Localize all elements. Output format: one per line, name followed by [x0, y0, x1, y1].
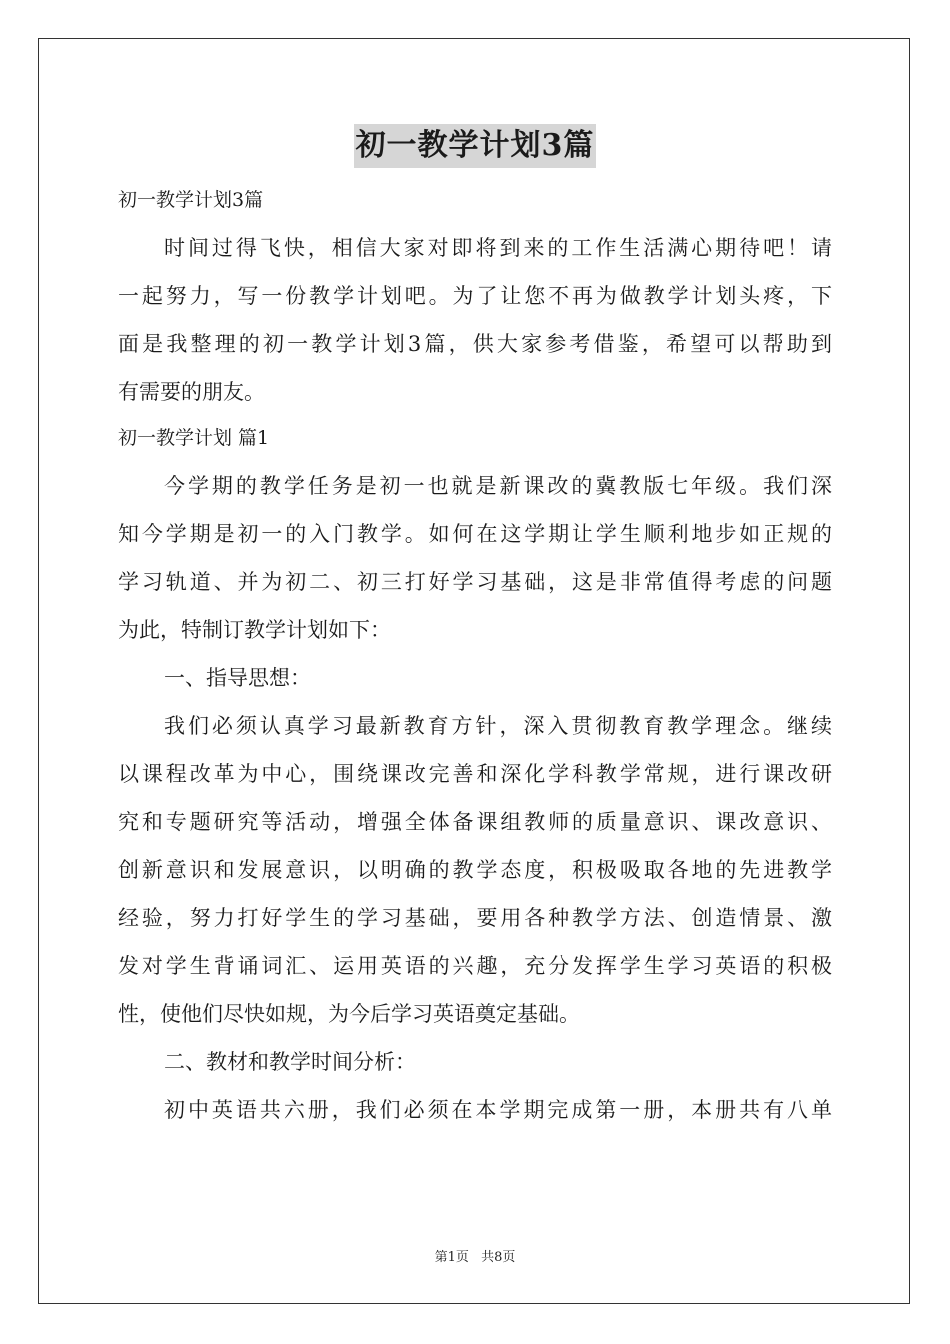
- paragraph-line: 创新意识和发展意识，以明确的教学态度，积极吸取各地的先进教学: [118, 858, 832, 882]
- section1-paragraph: [118, 462, 832, 654]
- subheading-guiding-ideas: 一、指导思想：: [164, 666, 311, 690]
- paragraph-line: 以课程改革为中心，围绕课改完善和深化学科教学常规，进行课改研: [118, 762, 832, 786]
- paragraph-line: 面是我整理的初一教学计划3篇，供大家参考借鉴，希望可以帮助到: [118, 332, 832, 356]
- paragraph-line: 一起努力，写一份教学计划吧。为了让您不再为做教学计划头疼，下: [118, 284, 832, 308]
- paragraph-line: 有需要的朋友。: [118, 380, 265, 404]
- paragraph-line: 究和专题研究等活动，增强全体备课组教师的质量意识、课改意识、: [118, 810, 832, 834]
- paragraph-line: 我们必须认真学习最新教育方针，深入贯彻教育教学理念。继续: [164, 714, 832, 738]
- paragraph-line: 学习轨道、并为初二、初三打好学习基础，这是非常值得考虑的问题: [118, 570, 832, 594]
- subheading-materials: 二、教材和教学时间分析：: [164, 1050, 416, 1074]
- document-subtitle: 初一教学计划3篇: [118, 189, 264, 211]
- paragraph-line: 时间过得飞快，相信大家对即将到来的工作生活满心期待吧！请: [164, 236, 832, 260]
- page-footer: [0, 1246, 950, 1265]
- materials-paragraph: [118, 1086, 832, 1134]
- document-body: [118, 178, 832, 1134]
- paragraph-line: 性，使他们尽快如规，为今后学习英语奠定基础。: [118, 1002, 580, 1026]
- intro-paragraph: [118, 224, 832, 416]
- paragraph-line: 发对学生背诵词汇、运用英语的兴趣，充分发挥学生学习英语的积极: [118, 954, 832, 978]
- section-heading: 初一教学计划 篇1: [118, 427, 270, 449]
- document-title: 初一教学计划3篇: [354, 124, 597, 168]
- guiding-paragraph: [118, 702, 832, 1038]
- title-container: [0, 124, 950, 168]
- page-total: 共8页: [481, 1250, 516, 1265]
- paragraph-line: 经验，努力打好学生的学习基础，要用各种教学方法、创造情景、激: [118, 906, 832, 930]
- paragraph-line: 初中英语共六册，我们必须在本学期完成第一册，本册共有八单: [164, 1098, 832, 1122]
- paragraph-line: 今学期的教学任务是初一也就是新课改的冀教版七年级。我们深: [164, 474, 832, 498]
- page-number: 第1页: [434, 1250, 469, 1265]
- paragraph-line: 为此，特制订教学计划如下：: [118, 618, 391, 642]
- paragraph-line: 知今学期是初一的入门教学。如何在这学期让学生顺利地步如正规的: [118, 522, 832, 546]
